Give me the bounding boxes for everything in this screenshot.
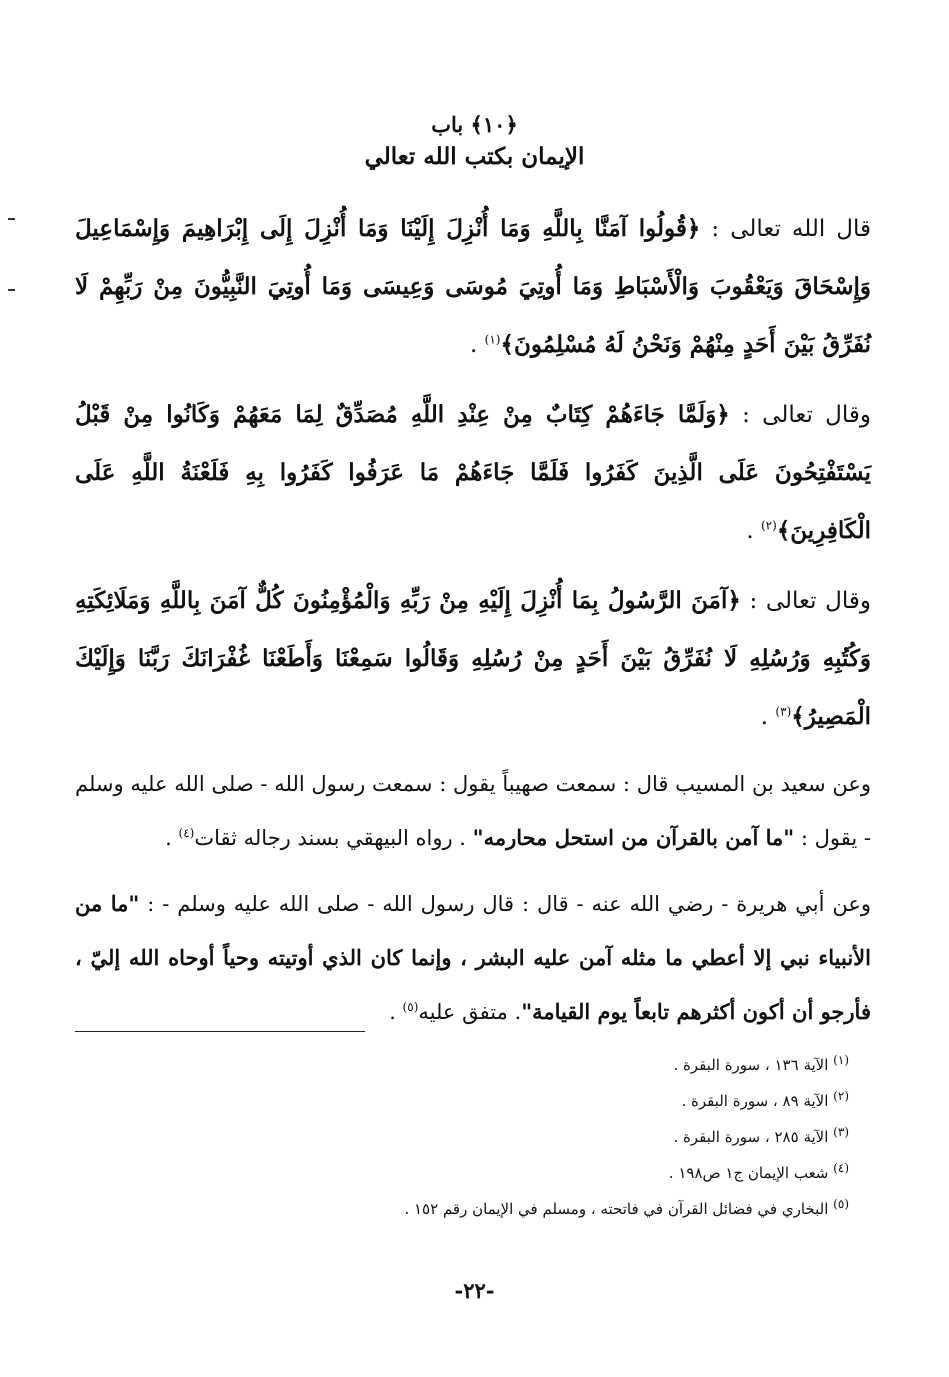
footnote xyxy=(75,1155,849,1191)
hadith-quote: "ما من الأنبياء نبي إلا أعطي ما مثله آمن عليه البشر ، وإنما كان الذي أوتيته وحياً أوحاه الله إليّ ، فأرجو أن أكون أكثرهم تابعاً يوم القيامة" xyxy=(75,891,871,1024)
footnotes xyxy=(75,1047,849,1227)
verse-intro: وقال تعالى : xyxy=(729,402,872,428)
period: . xyxy=(760,704,776,730)
footnote-ref: (٤) xyxy=(178,826,195,840)
quran-verse: ﴿وَلَمَّا جَاءَهُمْ كِتَابٌ مِنْ عِنْدِ اللَّهِ مُصَدِّقٌ لِمَا مَعَهُمْ وَكَانُوا مِنْ قَبْلُ يَسْتَفْتِحُونَ عَلَى الَّذِينَ كَفَرُوا فَلَمَّا جَاءَهُمْ مَا عَرَفُوا كَفَرُوا بِهِ فَلَعْنَةُ اللَّهِ عَلَى الْكَافِرِينَ﴾ xyxy=(75,401,871,544)
period: . xyxy=(746,518,761,544)
margin-mark xyxy=(8,218,15,220)
footnote xyxy=(75,1047,849,1083)
verse-intro: وقال تعالى : xyxy=(740,588,871,614)
chapter-title: الإيمان بكتب الله تعالي xyxy=(364,143,585,170)
verse-intro: قال الله تعالى : xyxy=(700,216,872,242)
hadith-source: . رواه البيهقي بسند رجاله ثقات xyxy=(194,826,473,850)
footnote-text: الآية ٢٨٥ ، سورة البقرة . xyxy=(673,1128,829,1146)
footnote-ref: (٣) xyxy=(775,704,792,719)
footnote-text: شعب الإيمان ج١ ص١٩٨ . xyxy=(668,1164,829,1182)
footnote-text: الآية ١٣٦ ، سورة البقرة . xyxy=(673,1056,829,1074)
footnote-number: (٣) xyxy=(833,1125,849,1139)
footnote xyxy=(75,1083,849,1119)
footnote-text: البخاري في فضائل القرآن في فاتحته ، ومسلم في الإيمان رقم ١٥٢ . xyxy=(404,1200,829,1218)
footnote-ref: (١) xyxy=(484,332,501,347)
footnote xyxy=(75,1119,849,1155)
quran-verse: ﴿آمَنَ الرَّسُولُ بِمَا أُنْزِلَ إِلَيْهِ مِنْ رَبِّهِ وَالْمُؤْمِنُونَ كُلٌّ آمَنَ بِاللَّهِ وَمَلَائِكَتِهِ وَكُتُبِهِ وَرُسُلِهِ لَا نُفَرِّقُ بَيْنَ أَحَدٍ مِنْ رُسُلِهِ وَقَالُوا سَمِعْنَا وَأَطَعْنَا غُفْرَانَكَ رَبَّنَا وَإِلَيْكَ الْمَصِيرُ﴾ xyxy=(75,587,872,730)
verse-paragraph-2 xyxy=(75,386,871,560)
footnote xyxy=(75,1191,849,1227)
verse-paragraph-1 xyxy=(75,200,871,374)
hadith-narration: وعن سعيد بن المسيب قال : سمعت صهيباً يقول : سمعت رسول الله - صلى الله عليه وسلم - يقول : xyxy=(75,772,871,850)
footnote-number: (٥) xyxy=(833,1197,849,1211)
footnote-ref: (٢) xyxy=(760,518,777,533)
quran-verse: ﴿قُولُوا آمَنَّا بِاللَّهِ وَمَا أُنْزِلَ إِلَيْنَا وَمَا أُنْزِلَ إِلَى إِبْرَاهِيمَ وَإِسْمَاعِيلَ وَإِسْحَاقَ وَيَعْقُوبَ وَالْأَسْبَاطِ وَمَا أُوتِيَ مُوسَى وَعِيسَى وَمَا أُوتِيَ النَّبِيُّونَ مِنْ رَبِّهِمْ لَا نُفَرِّقُ بَيْنَ أَحَدٍ مِنْهُمْ وَنَحْنُ لَهُ مُسْلِمُونَ﴾ xyxy=(75,215,871,358)
body-text xyxy=(75,200,871,1051)
footnote-text: الآية ٨٩ ، سورة البقرة . xyxy=(681,1092,829,1110)
period: . xyxy=(470,332,485,358)
footnote-divider xyxy=(75,1031,365,1032)
footnote-number: (٤) xyxy=(833,1161,849,1175)
page-number: -٢٢- xyxy=(454,1278,495,1303)
footnote-number: (٢) xyxy=(833,1089,849,1103)
verse-paragraph-3 xyxy=(75,572,871,746)
hadith-paragraph-1 xyxy=(75,758,871,865)
hadith-source: . متفق عليه xyxy=(418,1000,522,1024)
period: . xyxy=(165,826,179,850)
chapter-number: ﴿١٠﴾ باب xyxy=(431,112,518,137)
footnote-ref: (٥) xyxy=(402,1000,419,1014)
margin-mark xyxy=(8,289,15,291)
hadith-paragraph-2 xyxy=(75,877,871,1039)
hadith-narration: وعن أبي هريرة - رضي الله عنه - قال : قال رسول الله - صلى الله عليه وسلم - : xyxy=(139,892,871,916)
footnote-number: (١) xyxy=(833,1053,849,1067)
period: . xyxy=(389,1000,403,1024)
hadith-quote: "ما آمن بالقرآن من استحل محارمه" xyxy=(472,825,795,850)
